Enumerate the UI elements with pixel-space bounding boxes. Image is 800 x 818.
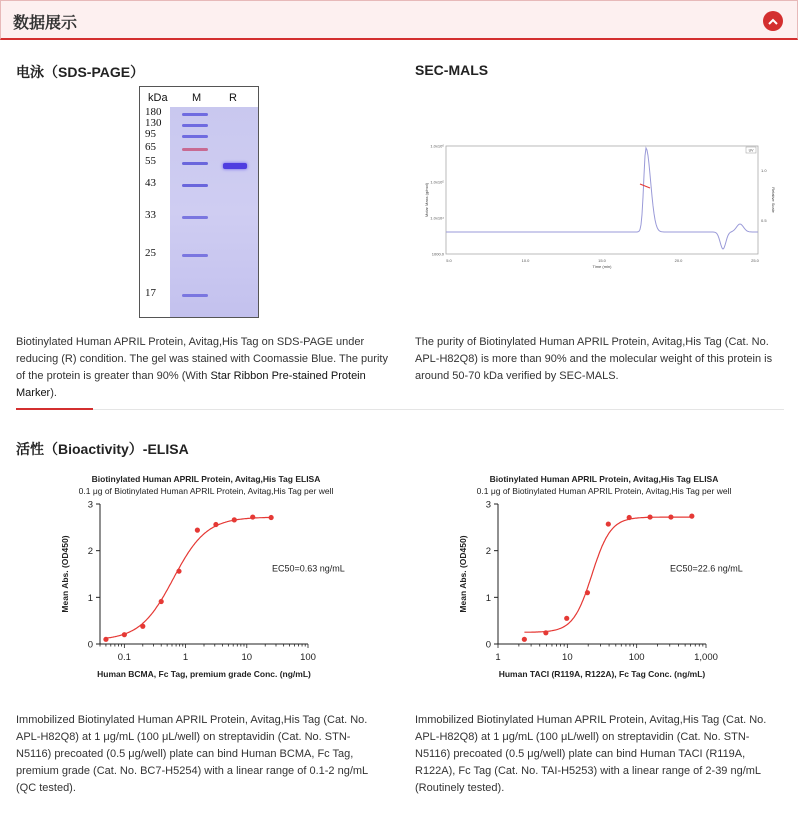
sec-x-tick: 10.0 bbox=[521, 258, 530, 263]
gel-ladder-band bbox=[182, 148, 208, 151]
elisa-taci-data-point bbox=[564, 616, 569, 621]
gel-lane-m-label: M bbox=[192, 92, 202, 104]
elisa-bcma-y-tick: 1 bbox=[87, 592, 93, 604]
sec-mals-title: SEC-MALS bbox=[415, 62, 489, 78]
elisa-taci-data-point bbox=[543, 630, 548, 635]
gel-ladder-band bbox=[182, 135, 208, 138]
sds-page-caption bbox=[16, 334, 388, 402]
elisa-bcma-data-point bbox=[232, 517, 237, 522]
sec-x-tick: 25.0 bbox=[751, 258, 759, 263]
elisa-taci-subtitle: 0.1 μg of Biotinylated Human APRIL Protein, Avitag,His Tag per well bbox=[476, 486, 732, 496]
elisa-bcma-x-tick: 10 bbox=[241, 652, 253, 663]
collapse-button[interactable] bbox=[763, 11, 783, 31]
gel-ladder-band bbox=[182, 162, 208, 165]
chevron-up-icon bbox=[768, 18, 778, 25]
sec-x-tick: 5.0 bbox=[446, 258, 452, 263]
elisa-taci-x-tick: 10 bbox=[562, 652, 573, 663]
sec-y-tick: 1.0x10⁶ bbox=[430, 143, 444, 149]
elisa-bcma-x-tick: 0.1 bbox=[117, 652, 131, 663]
elisa-taci-x-label: Human TACI (R119A, R122A), Fc Tag Conc. (ng/mL) bbox=[498, 669, 706, 679]
sec-x-label: Time (min) bbox=[592, 264, 612, 269]
gel-marker-33: 33 bbox=[145, 209, 156, 221]
section-divider-accent bbox=[16, 408, 93, 410]
elisa-bcma-x-tick: 100 bbox=[300, 652, 316, 663]
sec-legend: UV bbox=[748, 148, 754, 153]
elisa-bcma-ec50: EC50=0.63 ng/mL bbox=[272, 563, 345, 574]
sds-caption-end: ). bbox=[50, 387, 57, 399]
gel-marker-17: 17 bbox=[145, 287, 156, 299]
sec-x-tick: 20.0 bbox=[674, 258, 683, 263]
gel-marker-180: 180 bbox=[145, 106, 162, 118]
sec-mals-caption: The purity of Biotinylated Human APRIL Protein, Avitag,His Tag (Cat. No. APL-H82Q8) is more than 90% and the molecular weight of this protein is around 50-70 kDa verified by SEC-MALS. bbox=[415, 336, 773, 382]
elisa-taci-x-tick: 1,000 bbox=[694, 652, 718, 663]
elisa-bcma-y-label: Mean Abs. (OD450) bbox=[60, 535, 70, 613]
sds-page-title: 电泳（SDS-PAGE） bbox=[16, 64, 145, 80]
elisa-taci-title: Biotinylated Human APRIL Protein, Avitag,His Tag ELISA bbox=[489, 474, 719, 484]
gel-ladder-band bbox=[182, 113, 208, 116]
section-header bbox=[0, 0, 798, 40]
sec-y-tick: 1.0x10⁵ bbox=[430, 179, 444, 185]
sec-uv-trace bbox=[446, 148, 758, 249]
elisa-bcma-data-point bbox=[195, 528, 200, 533]
gel-ladder-band bbox=[182, 184, 208, 187]
sds-page-gel-image bbox=[139, 86, 259, 318]
elisa-bcma-data-point bbox=[103, 637, 108, 642]
elisa-taci-fit-curve bbox=[524, 517, 691, 632]
elisa-chart-taci bbox=[448, 470, 748, 690]
elisa-taci-data-point bbox=[627, 515, 632, 520]
elisa-bcma-x-tick: 1 bbox=[182, 652, 189, 663]
elisa-bcma-data-point bbox=[140, 624, 145, 629]
sec-y-tick: 1000.0 bbox=[431, 251, 444, 257]
gel-ladder-band bbox=[182, 294, 208, 297]
elisa-chart-bcma bbox=[50, 470, 350, 690]
elisa-taci-y-tick: 1 bbox=[485, 592, 491, 604]
elisa-bcma-data-point bbox=[122, 632, 127, 637]
elisa-taci-y-tick: 2 bbox=[485, 546, 491, 558]
elisa-bcma-y-tick: 3 bbox=[87, 499, 93, 511]
elisa-bcma-caption: Immobilized Biotinylated Human APRIL Protein, Avitag,His Tag (Cat. No. APL-H82Q8) at 1 μg/mL (100 μL/well) on streptavidin (Cat. No. STN-N5116) precoated (0.5 μg/well) plate can bind Human BCMA, Fc Tag, premium grade (Cat. No. BC7-H5254) with a linear range of 0.1-2 ng/mL (QC tested). bbox=[16, 714, 368, 794]
elisa-taci-ec50: EC50=22.6 ng/mL bbox=[670, 563, 743, 574]
sec-y2-tick: 1.0 bbox=[761, 168, 767, 173]
section-header-title: 数据展示 bbox=[13, 15, 78, 32]
elisa-bcma-subtitle: 0.1 μg of Biotinylated Human APRIL Protein, Avitag,His Tag per well bbox=[78, 486, 334, 496]
sec-y2-tick: 0.5 bbox=[761, 218, 767, 223]
bioactivity-title: 活性（Bioactivity）-ELISA bbox=[16, 441, 189, 457]
sec-x-tick: 15.0 bbox=[598, 258, 606, 263]
gel-marker-65: 65 bbox=[145, 141, 156, 153]
sec-y2-label: Relative Scale bbox=[771, 187, 776, 213]
elisa-taci-x-tick: 100 bbox=[628, 652, 645, 663]
gel-marker-25: 25 bbox=[145, 247, 156, 259]
elisa-bcma-data-point bbox=[176, 569, 181, 574]
gel-marker-130: 130 bbox=[145, 117, 162, 129]
elisa-bcma-y-tick: 2 bbox=[87, 546, 93, 558]
gel-lanes bbox=[170, 107, 258, 317]
elisa-taci-data-point bbox=[522, 637, 527, 642]
gel-marker-43: 43 bbox=[145, 177, 156, 189]
elisa-taci-y-tick: 3 bbox=[485, 499, 491, 511]
elisa-taci-data-point bbox=[647, 514, 652, 519]
sec-molar-mass-trace bbox=[640, 184, 650, 188]
elisa-bcma-data-point bbox=[213, 522, 218, 527]
sec-y-tick: 1.0x10⁴ bbox=[430, 215, 444, 221]
elisa-bcma-data-point bbox=[250, 514, 255, 519]
elisa-bcma-x-label: Human BCMA, Fc Tag, premium grade Conc. (ng/mL) bbox=[97, 669, 311, 679]
elisa-bcma-fit-curve bbox=[106, 517, 271, 638]
gel-ladder-band bbox=[182, 254, 208, 257]
elisa-taci-data-point bbox=[689, 514, 694, 519]
elisa-taci-data-point bbox=[668, 514, 673, 519]
sec-mals-chart bbox=[418, 136, 778, 270]
gel-sample-band bbox=[223, 163, 247, 169]
gel-ladder-band bbox=[182, 124, 208, 127]
star-ribbon-marker-link[interactable]: Star Ribbon Pre-stained Protein Marker bbox=[16, 370, 366, 399]
elisa-bcma-data-point bbox=[159, 599, 164, 604]
elisa-taci-data-point bbox=[585, 590, 590, 595]
gel-lane-r-label: R bbox=[229, 92, 237, 104]
elisa-taci-x-tick: 1 bbox=[495, 652, 501, 663]
elisa-taci-data-point bbox=[606, 521, 611, 526]
gel-ladder-band bbox=[182, 216, 208, 219]
elisa-taci-y-label: Mean Abs. (OD450) bbox=[458, 535, 468, 613]
elisa-taci-y-tick: 0 bbox=[485, 639, 491, 651]
elisa-taci-caption: Immobilized Biotinylated Human APRIL Protein, Avitag,His Tag (Cat. No. APL-H82Q8) at 1 μg/mL (100 μL/well) on streptavidin (Cat. No. STN-N5116) precoated (0.5 μg/well) plate can bind Human TACI (R119A, R122A), Fc Tag (Cat. No. TAI-H5253) with a linear range of 2-39 ng/mL (Routinely tested). bbox=[415, 714, 767, 794]
gel-marker-55: 55 bbox=[145, 155, 156, 167]
sec-y-label: Molar Mass (g/mol) bbox=[424, 182, 429, 218]
gel-marker-95: 95 bbox=[145, 128, 156, 140]
elisa-bcma-data-point bbox=[269, 515, 274, 520]
elisa-bcma-title: Biotinylated Human APRIL Protein, Avitag,His Tag ELISA bbox=[91, 474, 321, 484]
sec-plot-frame bbox=[446, 146, 758, 254]
gel-kda-label: kDa bbox=[148, 92, 168, 104]
sds-caption-text: Biotinylated Human APRIL Protein, Avitag,His Tag on SDS-PAGE under reducing (R) condition. The gel was stained with Coomassie Blue. The purity of the protein is greater than 90% (With bbox=[16, 336, 388, 382]
section-divider bbox=[16, 409, 784, 410]
elisa-bcma-y-tick: 0 bbox=[87, 639, 93, 651]
